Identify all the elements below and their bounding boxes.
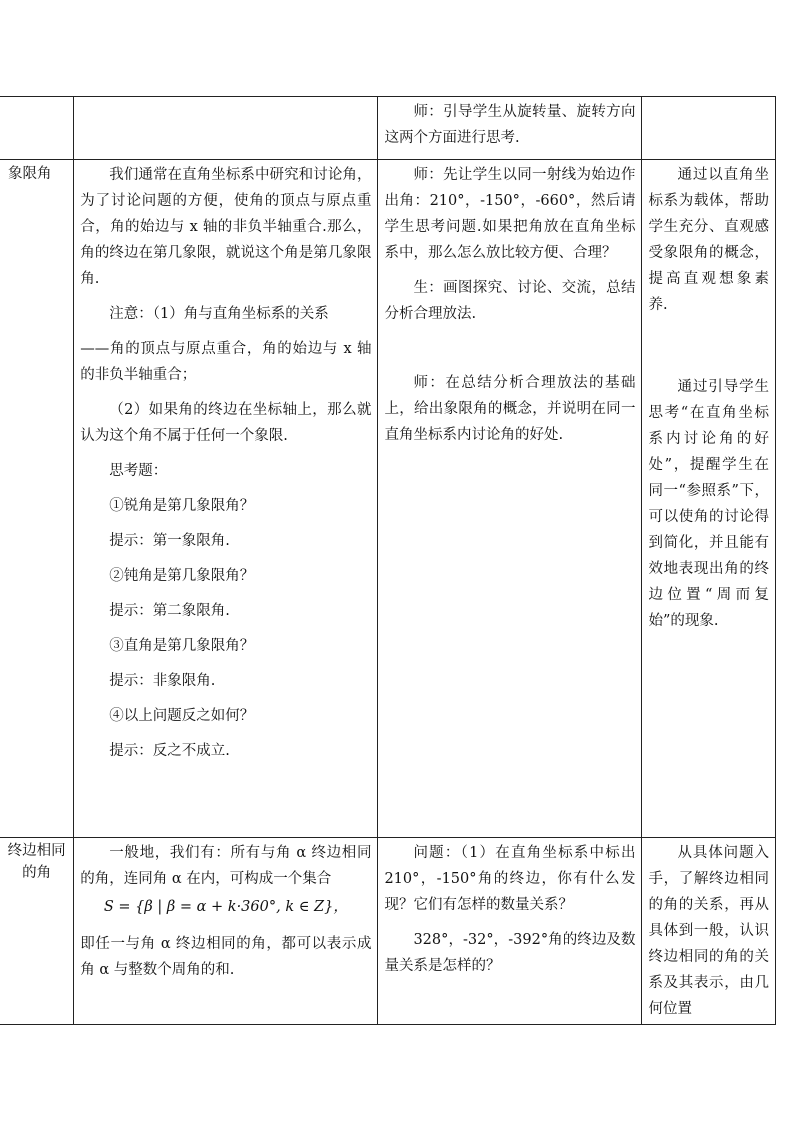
table-row [0,97,776,160]
paragraph: ④以上问题反之如何？ [109,708,255,724]
paragraph: 一般地，我们有：所有与角 α 终边相同的角，连同角 α 在内，可构成一个集合 [80,845,372,887]
row-label-cell [0,97,74,160]
content-cell [74,838,378,1025]
paragraph: ——角的顶点与原点重合，角的始边与 x 轴的非负半轴重合； [80,341,372,383]
paragraph: 通过引导学生思考“在直角坐标系内讨论角的好处”，提醒学生在同一“参照系”下，可以使角的讨论得到简化，并且能有效地表现出角的终边位置“周而复始”的现象. [648,379,769,629]
row-label-cell [0,160,74,838]
set-formula: S = {β | β = α + k·360°, k ∈ Z}， [103,899,348,915]
paragraph: ①锐角是第几象限角？ [109,498,255,514]
design-intent-cell [642,838,776,1025]
table-row [0,838,776,1025]
paragraph: 即任一与角 α 终边相同的角，都可以表示成角 α 与整数个周角的和. [80,936,372,978]
teacher-text: 师：引导学生从旋转量、旋转方向这两个方面进行思考. [384,104,636,146]
row-label: 象限角 [8,166,52,182]
paragraph: 提示：第一象限角. [109,533,230,549]
paragraph: 生：画图探究、讨论、交流，总结分析合理放法. [384,280,636,322]
paragraph: 思考题： [109,463,168,479]
paragraph: 师：在总结分析合理放法的基础上，给出象限角的概念，并说明在同一直角坐标系内讨论角的好处. [384,375,636,443]
paragraph: 提示：反之不成立. [109,743,230,759]
design-intent-cell [642,160,776,838]
paragraph: 师：先让学生以同一射线为始边作出角：210°，-150°，-660°，然后请学生思考问题.如果把角放在直角坐标系中，那么怎么放比较方便、合理？ [384,167,636,261]
paragraph: 我们通常在直角坐标系中研究和讨论角，为了讨论问题的方便，使角的顶点与原点重合，角的始边与 x 轴的非负半轴重合.那么，角的终边在第几象限，就说这个角是第几象限角. [80,167,372,287]
paragraph: 注意：（1）角与直角坐标系的关系 [109,306,329,322]
paragraph: 问题：（1）在直角坐标系中标出210°，-150°角的终边，你有什么发现？它们有怎样的数量关系？ [384,845,636,913]
row-label-cell [0,838,74,1025]
row-label: 终边相同的角 [7,843,66,881]
paragraph: 通过以直角坐标系为载体，帮助学生充分、直观感受象限角的概念，提高直观想象素养. [648,167,769,313]
design-intent-cell [642,97,776,160]
paragraph: 从具体问题入手，了解终边相同的角的关系，再从具体到一般，认识终边相同的角的关系及其表示，由几何位置 [648,845,769,1017]
lesson-plan-table [0,96,776,1025]
teacher-student-cell [378,838,642,1025]
teacher-student-cell [378,97,642,160]
content-cell [74,97,378,160]
paragraph: （2）如果角的终边在坐标轴上，那么就认为这个角不属于任何一个象限. [80,402,372,444]
paragraph: ③直角是第几象限角？ [109,638,255,654]
teacher-student-cell [378,160,642,838]
content-cell [74,160,378,838]
paragraph: ②钝角是第几象限角？ [109,568,255,584]
paragraph: 提示：第二象限角. [109,603,230,619]
table-row [0,160,776,838]
paragraph: 提示：非象限角. [109,673,216,689]
paragraph: 328°，-32°，-392°角的终边及数量关系是怎样的？ [384,932,636,974]
